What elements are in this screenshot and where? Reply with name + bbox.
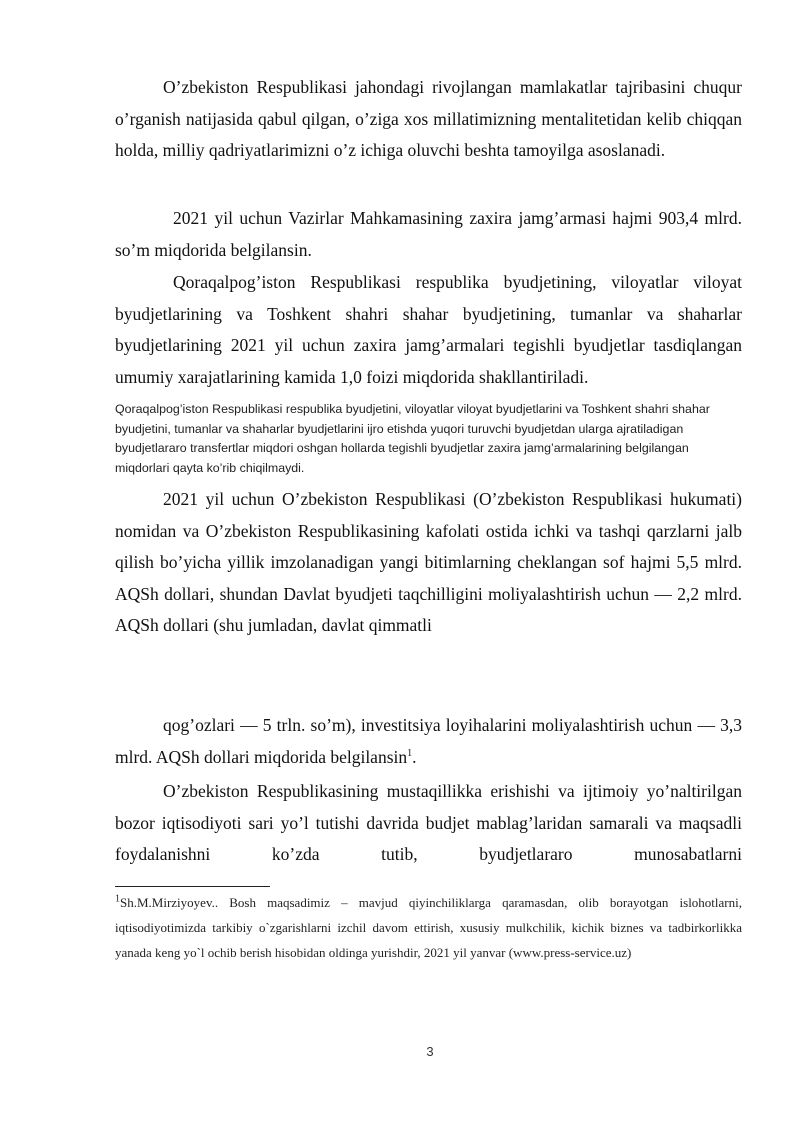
paragraph-borrowing-continued <box>115 710 742 773</box>
paragraph-borrowing-limits: 2021 yil uchun O’zbekiston Respublikasi (O’zbekiston Respublikasi hukumati) nomidan va O’zbekiston Respublikasining kafolati ostida ichki va tashqi qarzlarni jalb qilish bo’yicha yillik imzolanadigan yangi bitimlarning cheklangan sof hajmi 5,5 mlrd. AQSh dollari, shundan Davlat byudjeti taqchilligini moliyalashtirish uchun — 2,2 mlrd. AQSh dollari (shu jumladan, davlat qimmatli <box>115 489 742 635</box>
paragraph-independence: O’zbekiston Respublikasining mustaqillikka erishishi va ijtimoiy yo’naltirilgan bozor iqtisodiyoti sari yo’l tutishi davrida budjet mablag’laridan samarali va maqsadli foydalanishni ko’zda tutib, byudjetlararo munosabatlarni <box>115 781 742 864</box>
footnote-marker: 1 <box>115 893 120 905</box>
inserted-note-paragraph: Qoraqalpog’iston Respublikasi respublika byudjetini, viloyatlar viloyat byudjetlarini va Toshkent shahri shahar byudjetini, tumanlar va shaharlar byudjetlarini ijro etishda yuqori turuvchi byudjetdan ularga ajratiladigan byudjetlararo transfertlar miqdori oshgan hollarda tegishli byudjetlar zaxira jamg’armalarining belgilangan miqdorlari qayta ko’rib chiqilmaydi. <box>115 402 710 475</box>
paragraph-text: qog’ozlari — 5 trln. so’m), investitsiya loyihalarini moliyalashtirish uchun — 3,3 mlrd. AQSh dollari miqdorida belgilansin <box>115 715 742 767</box>
footnote-text: Sh.M.Mirziyoyev.. Bosh maqsadimiz – mavjud qiyinchiliklarga qaramasdan, olib borayotgan islohotlarni, iqtisodiyotimizda tarkibiy o`zgarishlarni izchil davom ettirish, xususiy mulkchilik, kichik biznes va tadbirkorlikka yanada keng yo`l ochib berish hisobidan oldinga yurishdir, 2021 yil yanvar (www.press-service.uz) <box>115 895 742 960</box>
footnote-divider <box>115 886 270 887</box>
footnote-reference[interactable]: 1 <box>407 747 413 759</box>
paragraph-reserve-fund: 2021 yil uchun Vazirlar Mahkamasining zaxira jamg’armasi hajmi 903,4 mlrd. so’m miqdorida belgilansin. <box>115 208 742 260</box>
sentence-end: . <box>412 746 417 767</box>
page-number: 3 <box>426 1044 434 1059</box>
paragraph-five-principles: O’zbekiston Respublikasi jahondagi rivojlangan mamlakatlar tajribasini chuqur o’rganish natijasida qabul qilgan, o’ziga xos millatimizning mentalitetidan kelib chiqqan holda, milliy qadriyatlarimizni o’z ichiga oluvchi beshta tamoyilga asoslanadi. <box>115 77 742 160</box>
paragraph-local-reserve-funds: Qoraqalpog’iston Respublikasi respublika byudjetining, viloyatlar viloyat byudjetlarining va Toshkent shahri shahar byudjetining, tumanlar va shaharlar byudjetlarining 2021 yil uchun zaxira jamg’armalari tegishli byudjetlar tasdiqlangan umumiy xarajatlarining kamida 1,0 foizi miqdorida shakllantiriladi. <box>115 272 742 387</box>
footnote <box>115 890 742 965</box>
